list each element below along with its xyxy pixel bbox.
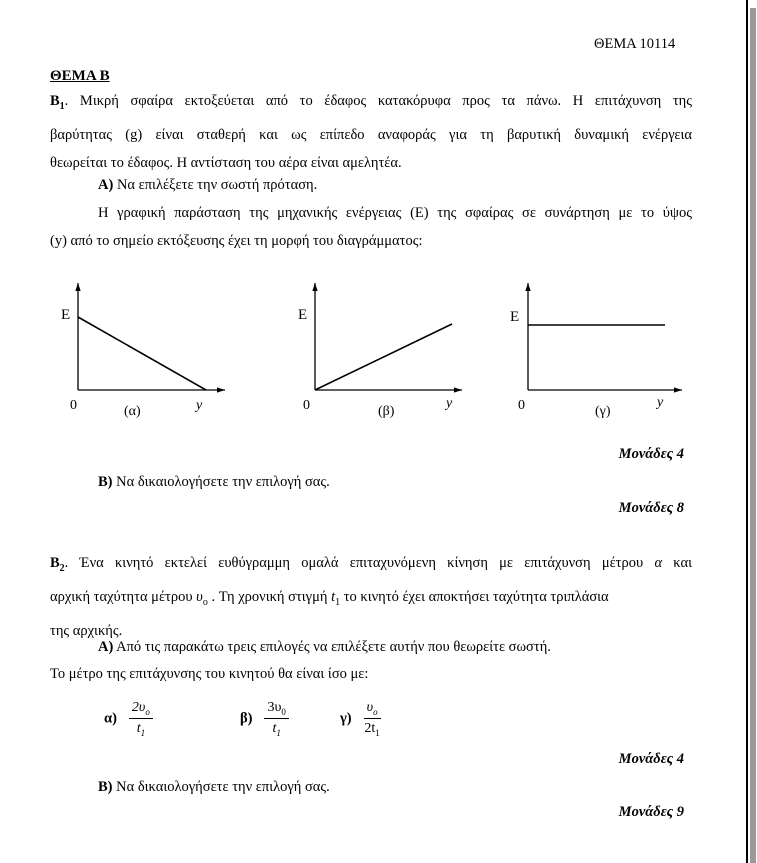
b2-statement: Το μέτρο της επιτάχυνσης του κινητού θα είναι ίσο με: — [50, 666, 369, 682]
graph-a-line — [78, 317, 206, 390]
b1-desc-line-1: Η γραφική παράσταση της μηχανικής ενέργειας (Ε) της σφαίρας σε συνάρτηση με το ύψος — [98, 205, 692, 221]
graph-c-x-label: y — [657, 395, 664, 410]
graph-a — [61, 283, 225, 419]
b1-desc-line-2: (y) από το σημείο εκτόξευσης έχει τη μορφή του διαγράμματος: — [50, 233, 423, 249]
graph-b-y-label: E — [298, 307, 308, 323]
graphs-figure — [50, 275, 710, 435]
b2-option-b: β) $\frac{3\upsilon_0}{t_1}$ — [240, 700, 289, 738]
exam-code: ΘΕΜΑ 10114 — [594, 36, 676, 52]
graph-b-caption: (β) — [378, 404, 395, 419]
b2-part-b: Β) Να δικαιολογήσετε την επιλογή σας. — [98, 779, 330, 795]
b2-marks-b: Μονάδες 9 — [618, 804, 684, 820]
b2-line-3: της αρχικής. — [50, 622, 123, 639]
section-title: ΘΕΜΑ Β — [50, 68, 110, 84]
b2-question — [50, 549, 692, 645]
b2-option-c: γ) $\frac{\upsilon_o}{2t_1}$ — [340, 700, 380, 738]
b1-part-b: Β) Να δικαιολογήσετε την επιλογή σας. — [98, 474, 330, 490]
b2-line-2: αρχική ταχύτητα μέτρου $\upsilon_o$ . Τη χρονική στιγμή $t_1$ το κινητό έχει αποκτήσει ταχύτητα τριπλάσια — [50, 588, 609, 608]
b1-line-3: θεωρείται το έδαφος. Η αντίσταση του αέρα είναι αμελητέα. — [50, 154, 402, 171]
b1-part-a: Α) Να επιλέξετε την σωστή πρόταση. — [98, 177, 318, 193]
graph-a-caption: (α) — [124, 404, 141, 419]
graph-b-origin: 0 — [303, 398, 310, 413]
b1-question — [50, 87, 692, 177]
graph-b-x-label: y — [446, 396, 453, 411]
page-shadow — [750, 8, 756, 863]
b1-label: $B_1$ — [50, 93, 65, 112]
graph-c — [510, 283, 682, 419]
graph-b-line — [315, 324, 452, 390]
b1-graph-description — [50, 199, 692, 255]
b2-line-1: $B_2$. Ένα κινητό εκτελεί ευθύγραμμη ομαλά επιταχυνόμενη κίνηση με επιτάχυνση μέτρου α και — [50, 555, 692, 574]
graph-a-origin: 0 — [70, 398, 77, 413]
b1-line-2: βαρύτητας (g) είναι σταθερή και ως επίπεδο αναφοράς για τη βαρυτική δυναμική ενέργεια — [50, 126, 692, 143]
graph-c-origin: 0 — [518, 398, 525, 413]
b1-marks-b: Μονάδες 8 — [618, 500, 684, 516]
b2-part-a: Α) Από τις παρακάτω τρεις επιλογές να επιλέξετε αυτήν που θεωρείτε σωστή. — [98, 639, 551, 655]
graph-a-y-label: E — [61, 307, 71, 323]
b1-line-1: $B_1$. Μικρή σφαίρα εκτοξεύεται από το έδαφος κατακόρυφα προς τα πάνω. Η επιτάχυνση της — [50, 93, 692, 112]
b2-marks-a: Μονάδες 4 — [618, 751, 684, 767]
b1-marks-a: Μονάδες 4 — [618, 446, 684, 462]
b2-label: $B_2$ — [50, 555, 65, 574]
graph-c-caption: (γ) — [595, 404, 611, 419]
graph-a-x-label: y — [196, 398, 203, 413]
graph-b — [298, 283, 462, 419]
b2-option-a: α) $\frac{2\upsilon_o}{t_1}$ — [104, 700, 153, 738]
graph-c-y-label: E — [510, 309, 520, 325]
